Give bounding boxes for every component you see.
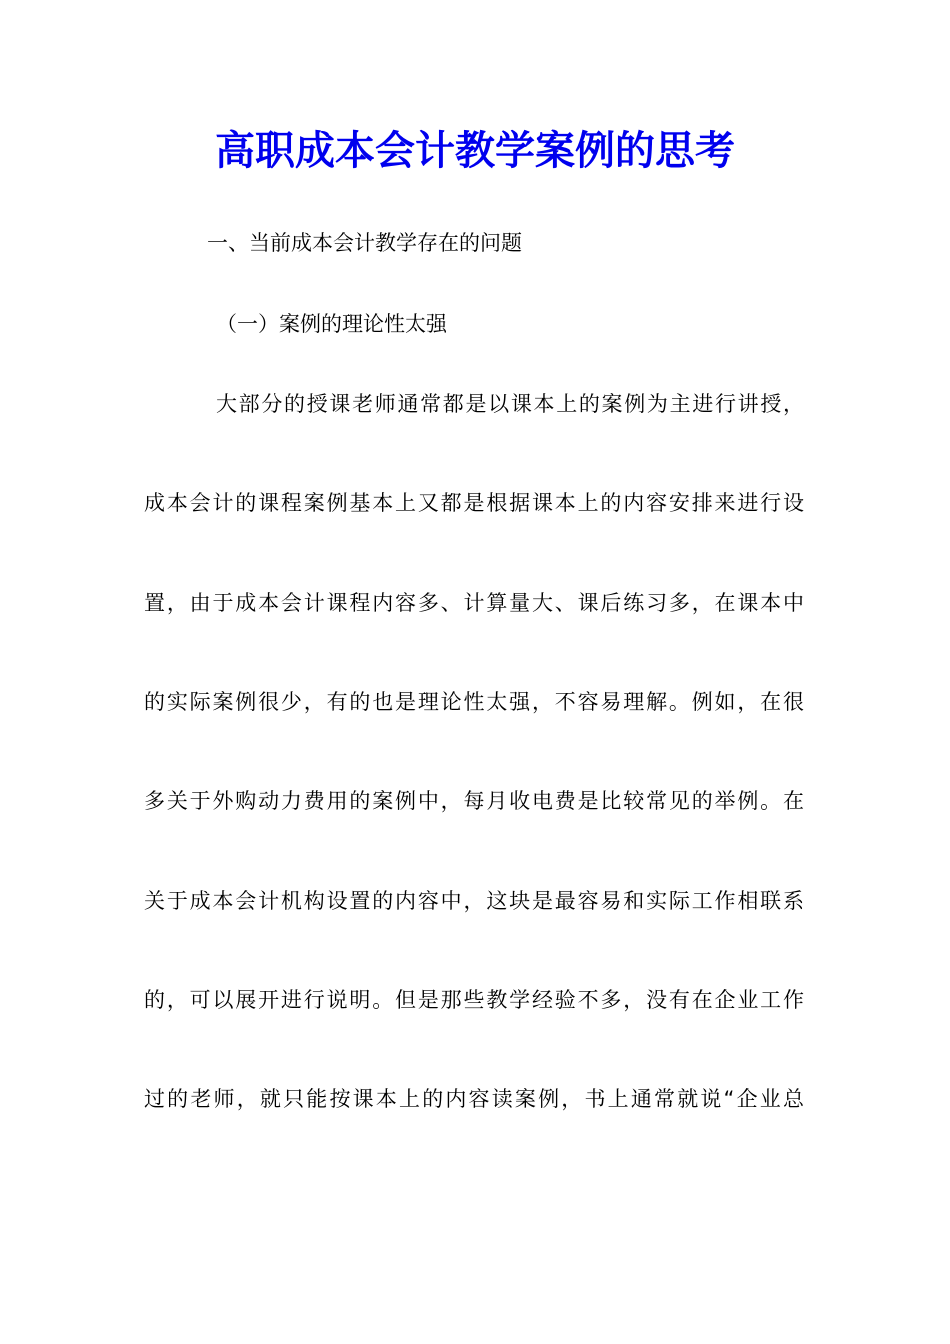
paragraph-line: 过的老师，就只能按课本上的内容读案例，书上通常就说“企业总 — [144, 1087, 804, 1111]
paragraph-line: 的实际案例很少，有的也是理论性太强，不容易理解。例如，在很 — [144, 690, 804, 714]
paragraph-line: 大部分的授课老师通常都是以课本上的案例为主进行讲授， — [216, 392, 804, 416]
subsection-heading: （一）案例的理论性太强 — [216, 312, 447, 336]
paragraph-line: 的，可以展开进行说明。但是那些教学经验不多，没有在企业工作 — [144, 988, 804, 1012]
document-title: 高职成本会计教学案例的思考 — [215, 127, 735, 174]
paragraph-line: 关于成本会计机构设置的内容中，这块是最容易和实际工作相联系 — [144, 889, 804, 913]
paragraph-line: 多关于外购动力费用的案例中，每月收电费是比较常见的举例。在 — [144, 789, 804, 813]
paragraph-line: 成本会计的课程案例基本上又都是根据课本上的内容安排来进行设 — [144, 491, 804, 515]
section-heading: 一、当前成本会计教学存在的问题 — [207, 231, 522, 255]
paragraph-line: 置，由于成本会计课程内容多、计算量大、课后练习多，在课本中 — [144, 591, 804, 615]
